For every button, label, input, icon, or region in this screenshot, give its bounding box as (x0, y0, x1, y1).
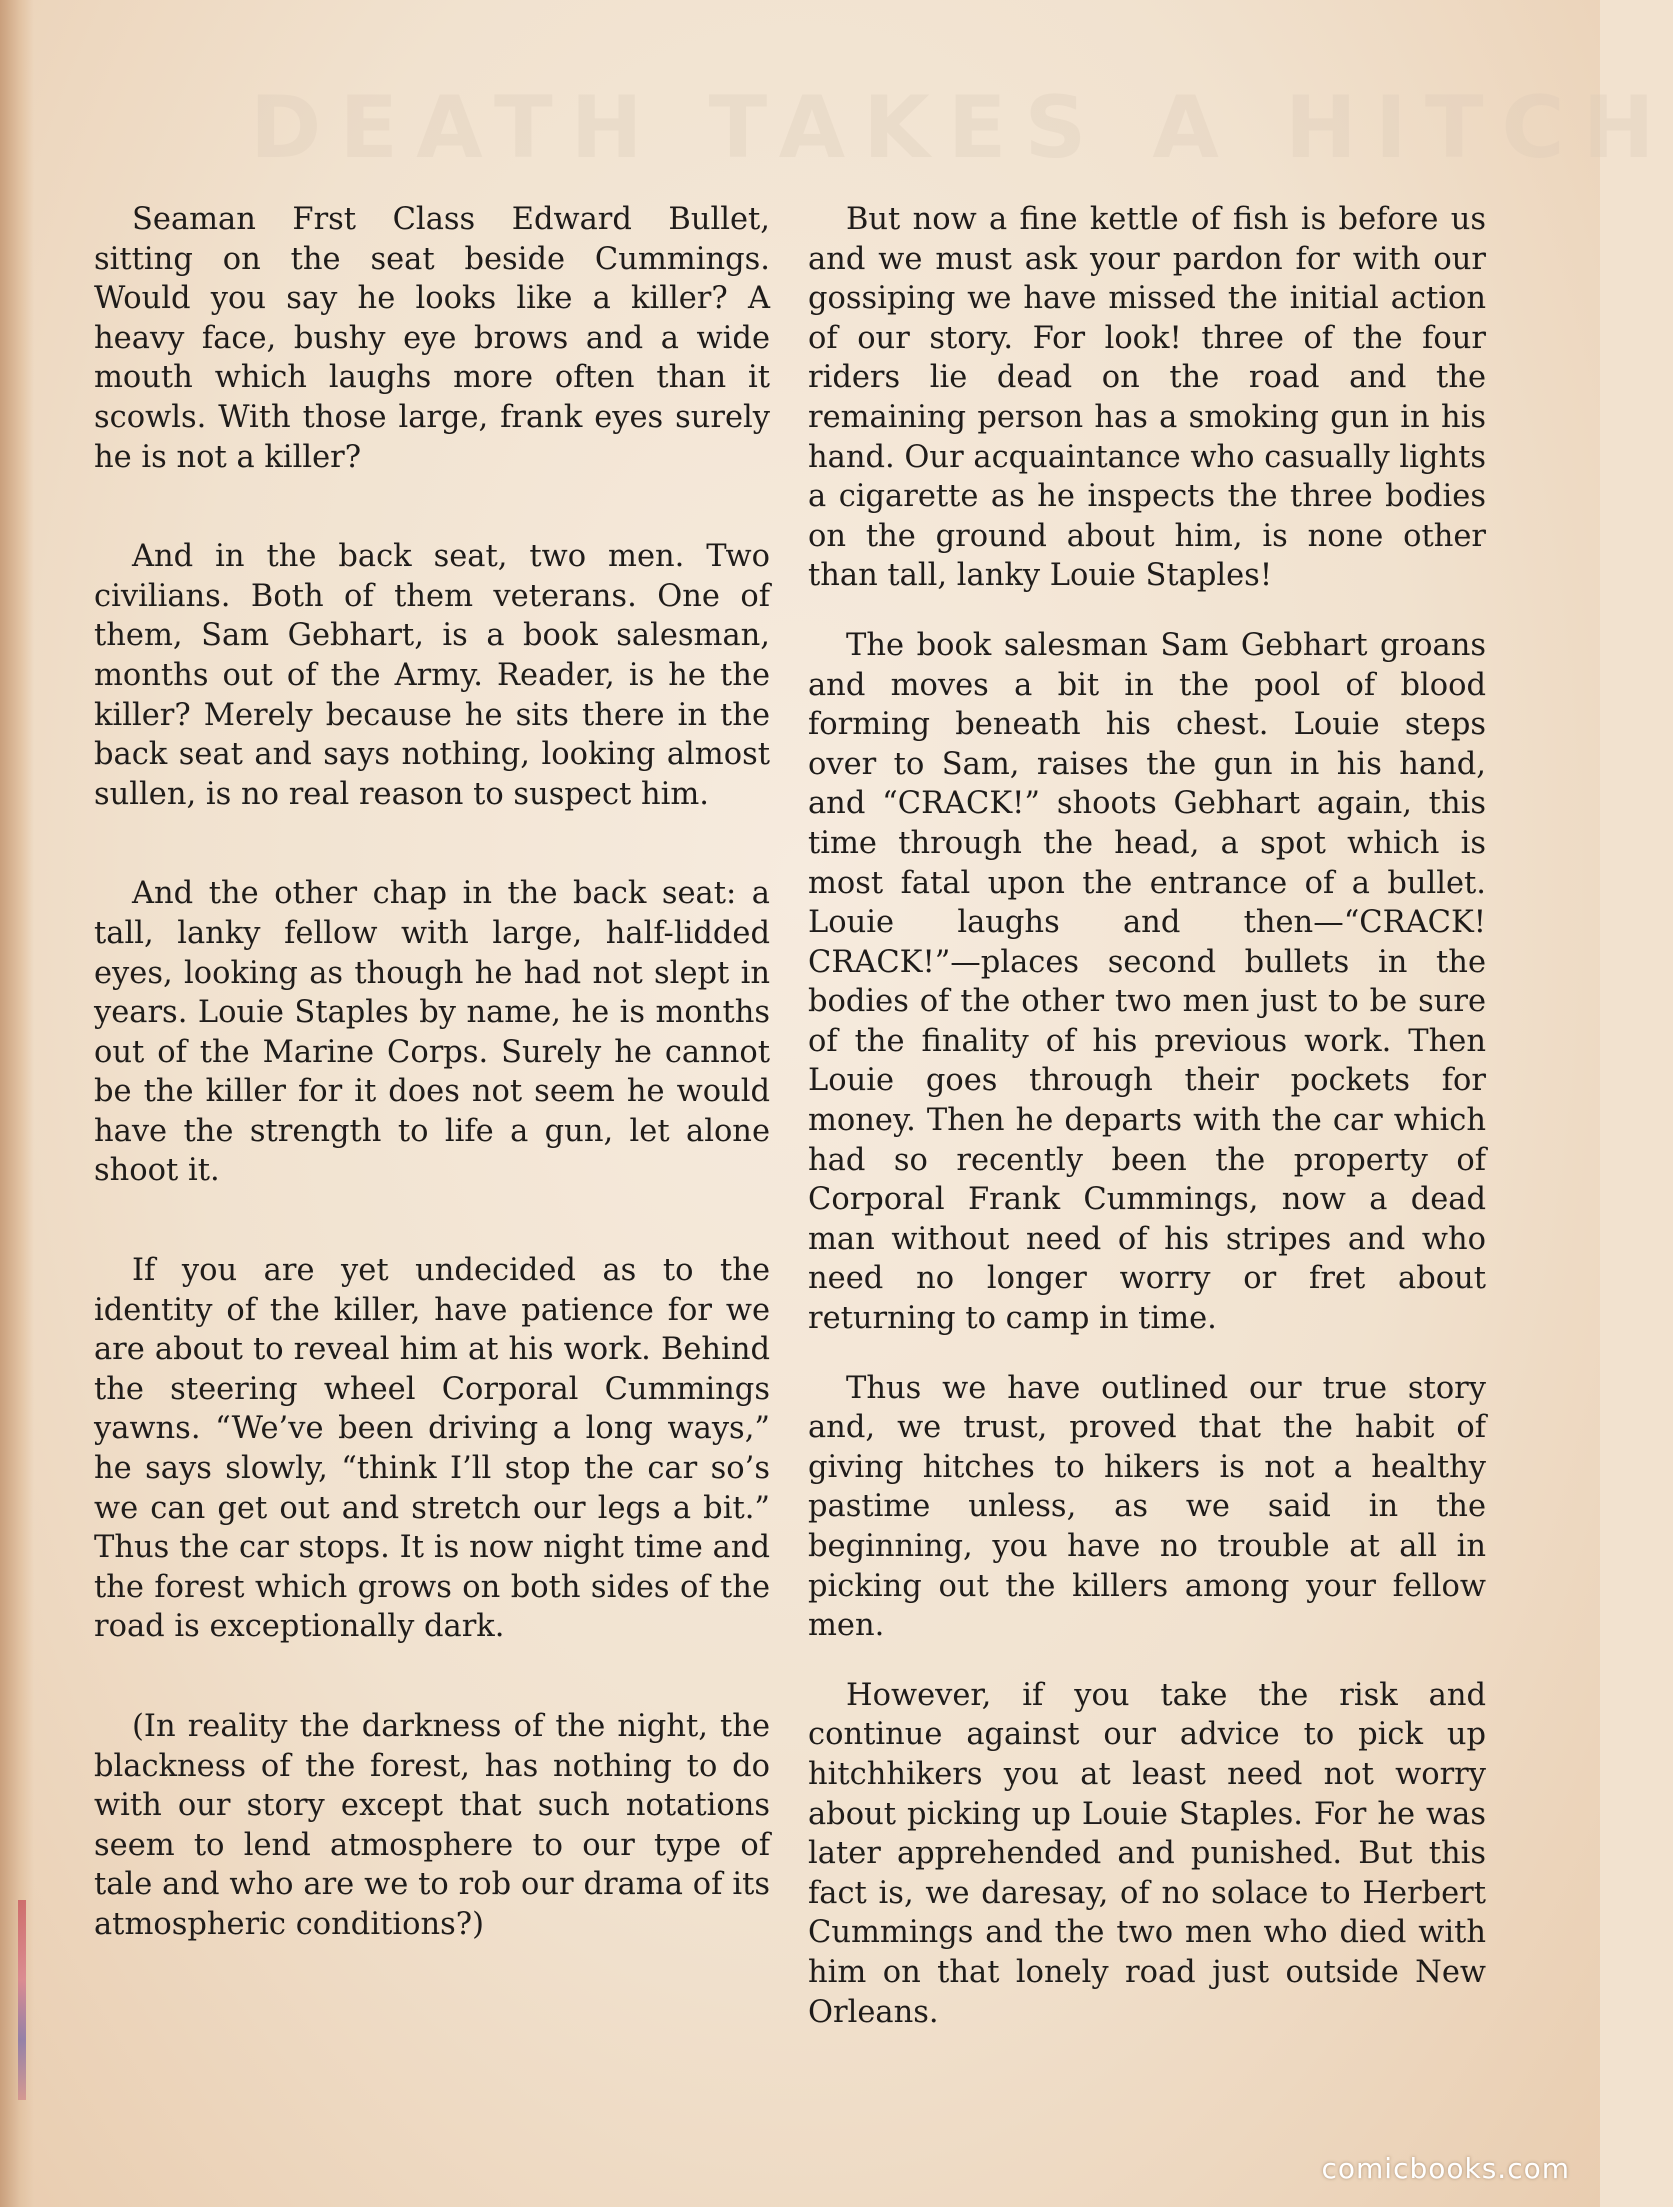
site-watermark: comicbooks.com (1321, 2152, 1570, 2185)
page-binding-edge (0, 0, 34, 2207)
paragraph: But now a fine kettle of fish is before us and we must ask your pardon for with our gossiping we have missed the initial action of our story. For look! three of the four riders lie dead on the road and the remaining person has a smoking gun in his hand. Our acquaintance who casually lights a cigarette as he inspects the three bodies on the ground about him, is none other than tall, lanky Louie Staples! (808, 202, 1486, 594)
right-text-column (808, 200, 1486, 2032)
paragraph: (In reality the darkness of the night, the blackness of the forest, has nothing to do with our story except that such notations seem to lend atmosphere to our type of tale and who are we to rob our drama of its atmospheric conditions?) (94, 1709, 770, 1942)
paragraph: However, if you take the risk and continue against our advice to pick up hitchhikers you at least need not worry about picking up Louie Staples. For he was later apprehended and punished. But this fact is, we daresay, of no solace to Herbert Cummings and the two men who died with him on that lonely road just outside New Orleans. (808, 1677, 1486, 2030)
binding-color-stripe (18, 1900, 26, 2100)
paragraph: Seaman Frst Class Edward Bullet, sitting on the seat beside Cummings. Would you say he looks like a killer? A heavy face, bushy eye brows and a wide mouth which laughs more often than it scowls. With those large, frank eyes surely he is not a killer? (94, 202, 770, 475)
faded-show-through-title: DEATH TAKES A HITCH (250, 78, 1673, 178)
paragraph: And the other chap in the back seat: a tall, lanky fellow with large, half-lidded eyes, looking as though he had not slept in years. Louie Staples by name, he is months out of the Marine Corps. Surely he cannot be the killer for it does not seem he would have the strength to life a gun, let alone shoot it. (94, 876, 770, 1189)
paragraph: The book salesman Sam Gebhart groans and moves a bit in the pool of blood forming beneath his chest. Louie steps over to Sam, raises the gun in his hand, and “CRACK!” shoots Gebhart again, this time through the head, a spot which is most fatal upon the entrance of a bullet. Louie laughs and then—“CRACK! CRACK!”—places second bullets in the bodies of the other two men just to be sure of the finality of his previous work. Then Louie goes through their pockets for money. Then he departs with the car which had so recently been the property of Corporal Frank Cummings, now a dead man without need of his stripes and who need no longer worry or fret about returning to camp in time. (808, 627, 1486, 1337)
left-text-column (94, 200, 770, 1945)
paragraph: If you are yet undecided as to the identity of the killer, have patience for we are about to reveal him at his work. Behind the steering wheel Corporal Cummings yawns. “We’ve been driving a long ways,” he says slowly, “think I’ll stop the car so’s we can get out and stretch our legs a bit.” Thus the car stops. It is now night time and the forest which grows on both sides of the road is exceptionally dark. (94, 1253, 770, 1645)
paragraph: Thus we have outlined our true story and, we trust, proved that the habit of giving hitches to hikers is not a healthy pastime unless, as we said in the beginning, you have no trouble at all in picking out the killers among your fellow men. (808, 1370, 1486, 1644)
paragraph: And in the back seat, two men. Two civilians. Both of them veterans. One of them, Sam Gebhart, is a book salesman, months out of the Army. Reader, is he the killer? Merely because he sits there in the back seat and says nothing, looking almost sullen, is no real reason to suspect him. (94, 539, 770, 812)
